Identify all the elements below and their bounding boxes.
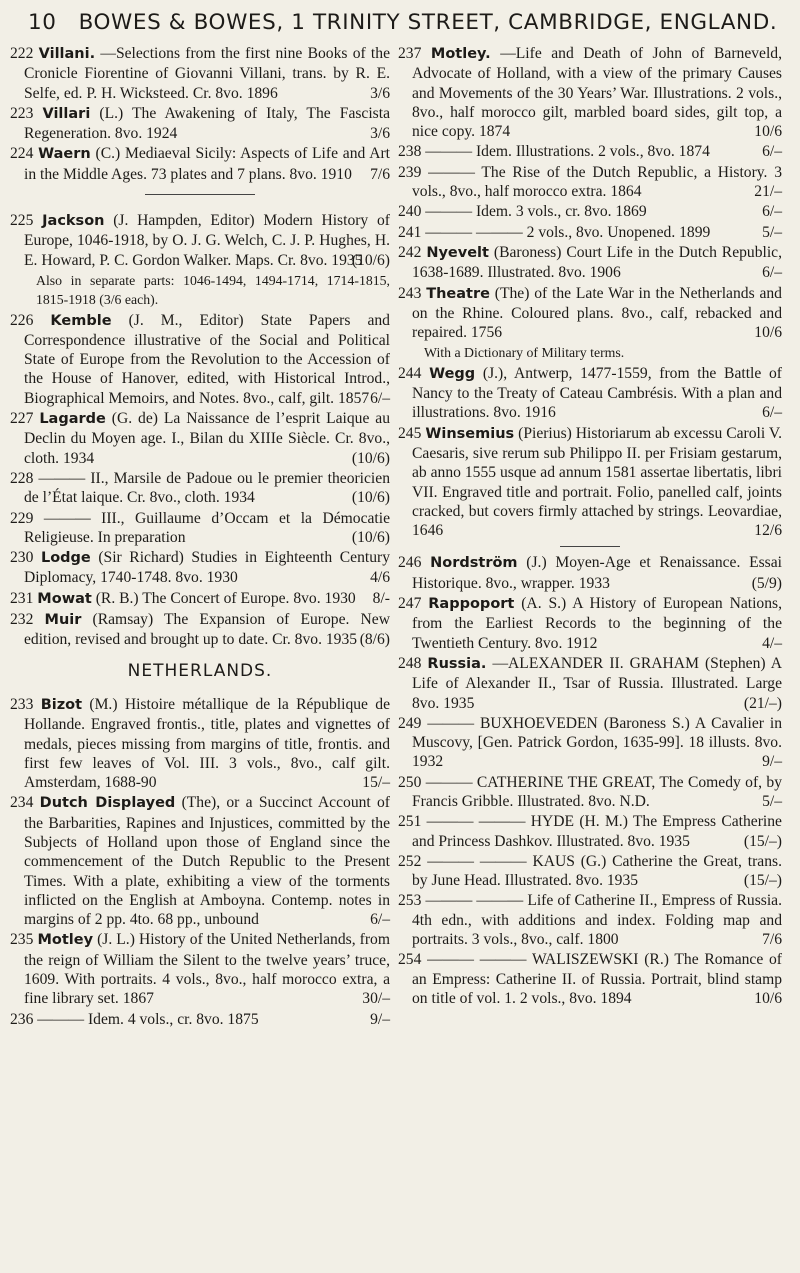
section-heading-netherlands: NETHERLANDS.	[127, 660, 273, 681]
entry-price: (10/6)	[351, 251, 390, 269]
catalogue-entry	[10, 793, 390, 929]
catalogue-entry	[10, 44, 390, 103]
entry-price: 12/6	[754, 522, 782, 540]
entry-author: Motley.	[430, 46, 491, 62]
entry-text: ——— ——— 2 vols., 8vo. Unopened. 1899	[425, 223, 711, 241]
page-number: 10	[28, 10, 57, 35]
catalogue-entry	[398, 284, 782, 343]
entry-price: (21/–)	[743, 694, 782, 712]
entry-price: 30/–	[362, 990, 390, 1008]
page-header	[28, 10, 786, 44]
entry-text: (G. de) La Naissance de l’esprit Laique au Declin du Moyen age. I., Bilan du XIIIe Siècle. Cr. 8vo., cloth. 1934	[24, 410, 390, 467]
entry-price: 6/–	[762, 143, 782, 161]
entry-price: 10/6	[754, 123, 782, 141]
entry-author: Kemble	[50, 312, 112, 329]
entry-number: 247	[398, 595, 422, 613]
entry-number: 232	[10, 611, 34, 629]
entry-author: Dutch Displayed	[39, 795, 176, 812]
catalogue-entry	[10, 589, 390, 609]
entry-text: ——— ——— HYDE (H. M.) The Empress Catherine and Princess Dashkov. Illustrated. 8vo. 1935	[412, 813, 782, 850]
entry-text: (Sir Richard) Studies in Eighteenth Century Diplomacy, 1740-1748. 8vo. 1930	[24, 549, 390, 587]
entry-author: Russia.	[427, 655, 487, 672]
entry-text: (Baroness) Court Life in the Dutch Republic, 1638-1689. Illustrated. 8vo. 1906	[412, 243, 782, 282]
left-column	[10, 44, 390, 1030]
entry-note	[10, 271, 390, 310]
entry-text: (J. M., Editor) State Papers and Correspondence illustrative of the Social and Political State of Europe from the Revolution to the Accession of the House of Hanover, edited, with Historical Introd., Biographical Memoirs, and Notes. 8vo., calf, gilt. 1857	[24, 311, 390, 407]
entry-price: 5/–	[762, 223, 782, 241]
entry-price: (10/6)	[351, 449, 390, 467]
entry-text: ——— CATHERINE THE GREAT, The Comedy of, by Francis Gribble. Illustrated. 8vo. N.D.	[412, 773, 783, 810]
catalogue-entry	[398, 950, 782, 1008]
entry-price: 6/–	[370, 911, 390, 929]
entry-text: (J.) Moyen-Age et Renaissance. Essai Historique. 8vo., wrapper. 1933	[412, 554, 783, 592]
entry-number: 245	[398, 424, 422, 442]
entry-number: 227	[10, 410, 34, 428]
entry-author: Muir	[44, 612, 82, 629]
entry-price: 6/–	[762, 404, 782, 422]
entry-price: (15/–)	[743, 872, 782, 890]
entry-author: Nordström	[430, 555, 518, 572]
entry-price: 10/6	[754, 989, 782, 1007]
entry-number: 248	[398, 654, 422, 672]
entry-number: 244	[398, 364, 422, 382]
entry-number: 253	[398, 892, 422, 910]
entry-price: 21/–	[754, 183, 782, 201]
section-divider	[145, 194, 255, 195]
entry-text: —ALEXANDER II. GRAHAM (Stephen) A Life of Alexander II., Tsar of Russia. Illustrated. Large 8vo. 1935	[412, 654, 782, 712]
entry-text: (Ramsay) The Expansion of Europe. New edition, revised and brought up to date. Cr. 8vo. 1935	[24, 611, 390, 649]
entry-author: Nyevelt	[426, 244, 489, 261]
publisher-line: BOWES & BOWES, 1 TRINITY STREET, CAMBRIDGE, ENGLAND.	[78, 10, 778, 35]
entry-number: 234	[10, 794, 34, 812]
entry-text: ——— II., Marsile de Padoue ou le premier theoricien de l’État laique. Cr. 8vo., cloth. 1934	[24, 469, 390, 507]
entry-text: ——— ——— WALISZEWSKI (R.) The Romance of an Empress: Catherine II. of Russia. Portrait, blind stamp on title of vol. 1. 2 vols., 8vo. 1894	[412, 951, 783, 1007]
catalogue-entry	[398, 142, 782, 161]
entry-author: Jackson	[42, 213, 105, 230]
entry-price: 3/6	[370, 84, 390, 102]
entry-price: 4/–	[762, 634, 782, 652]
entry-author: Waern	[38, 146, 91, 163]
entry-text: ——— III., Guillaume d’Occam et la Démocatie Religieuse. In preparation	[24, 509, 391, 546]
entry-number: 238	[398, 143, 422, 161]
entry-text: —Life and Death of John of Barneveld, Advocate of Holland, with a view of the primary Causes and Movements of the 30 Years’ War. Illustrations. 2 vols., 8vo., half morocco gilt, marbled board sides, gilt top, a nice copy. 1874	[412, 45, 782, 141]
catalogue-entry	[10, 211, 390, 270]
entry-number: 235	[10, 931, 34, 949]
entry-author: Theatre	[426, 285, 490, 302]
entry-number: 239	[398, 163, 422, 181]
catalogue-entry	[398, 202, 782, 221]
catalogue-entry	[10, 409, 390, 468]
entry-text: ——— Idem. 3 vols., cr. 8vo. 1869	[425, 203, 647, 221]
entry-text: (The) of the Late War in the Netherlands and on the Rhine. Coloured plans. 8vo., calf, rebacked and repaired. 1756	[412, 284, 782, 342]
catalogue-entry	[10, 509, 390, 548]
entry-text: (J. Hampden, Editor) Modern History of Europe, 1046-1918, by O. J. G. Welch, C. J. P. Hughes, H. E. Howard, P. C. Gordon Walker. Maps. Cr. 8vo. 1935	[24, 212, 390, 269]
entry-author: Wegg	[429, 365, 476, 382]
entry-text: ——— ——— Life of Catherine II., Empress of Russia. 4th edn., with additions and index. Folding map and portraits. 3 vols., 8vo., calf. 1800	[412, 892, 782, 949]
catalogue-entry	[398, 424, 782, 541]
right-column	[398, 44, 782, 1030]
entry-author: Mowat	[37, 590, 92, 607]
catalogue-entry	[398, 714, 782, 772]
entry-text: ——— Idem. 4 vols., cr. 8vo. 1875	[37, 1010, 259, 1028]
catalogue-entry	[10, 695, 390, 792]
entry-author: Bizot	[40, 696, 83, 713]
entry-number: 246	[398, 554, 422, 572]
entry-text: (The), or a Succinct Account of the Barbarities, Rapines and Injustices, committed by the Subjects of Holland upon those of England since the commencement of the Dutch Republic to the Present Times. With a plate, exhibiting a view of the torments inflicted on the English at Amboyna. Contemp. notes in margins of 2 pp. 4to. 68 pp., unbound	[24, 794, 391, 929]
entry-number: 251	[398, 813, 422, 831]
catalogue-entry	[398, 594, 782, 653]
catalogue-entry	[398, 812, 782, 851]
entry-note	[398, 343, 782, 362]
entry-text: ——— Idem. Illustrations. 2 vols., 8vo. 1874	[425, 143, 710, 161]
catalogue-entry	[398, 44, 782, 141]
catalogue-entry	[10, 930, 390, 1008]
entry-number: 224	[10, 145, 34, 163]
entry-price: 3/6	[370, 125, 390, 143]
entry-author: Motley	[37, 932, 94, 949]
entry-price: 9/–	[762, 753, 782, 771]
entry-text: (C.) Mediaeval Sicily: Aspects of Life and Art in the Middle Ages. 73 plates and 7 plans. 8vo. 1910	[24, 145, 390, 183]
entry-price: 7/6	[370, 165, 390, 183]
entry-text: ——— ——— KAUS (G.) Catherine the Great, trans. by June Head. Illustrated. 8vo. 1935	[412, 852, 782, 890]
entry-price: 6/–	[762, 264, 782, 282]
entry-number: 250	[398, 773, 422, 791]
catalogue-entry	[398, 364, 782, 423]
catalogue-entry	[398, 852, 782, 891]
entry-text: (R. B.) The Concert of Europe. 8vo. 1930	[95, 589, 356, 607]
note-text: With a Dictionary of Military terms.	[424, 345, 625, 361]
catalogue-entry	[398, 773, 782, 812]
note-text: Also in separate parts: 1046-1494, 1494-1714, 1714-1815, 1815-1918 (3/6 each).	[36, 272, 390, 308]
entry-price: (8/6)	[359, 631, 390, 649]
catalogue-entry	[398, 654, 782, 713]
entry-number: 231	[10, 589, 34, 607]
entry-number: 254	[398, 951, 422, 969]
catalogue-entry	[10, 610, 390, 650]
entry-price: 7/6	[762, 931, 782, 949]
entry-price: 5/–	[762, 792, 782, 810]
entry-number: 241	[398, 223, 422, 241]
entry-author: Rappoport	[428, 596, 515, 613]
catalogue-entry	[10, 104, 390, 144]
entry-number: 223	[10, 104, 34, 122]
catalogue-entry	[10, 469, 390, 508]
entry-number: 222	[10, 45, 34, 62]
entry-price: 6/–	[762, 203, 782, 221]
entry-price: (10/6)	[351, 528, 390, 546]
entry-text: (Pierius) Historiarum ab excessu Caroli V. Caesaris, sive rerum sub Philippo II. per Frisiam gestarum, ab anno 1555 usque ad annum 1581 assertae libertatis, libri VII. Engraved title and portrait. Folio, panelled calf, joints cracked, but covers firmly attached by strings. Leovardiae, 1646	[412, 424, 783, 540]
entry-text: ——— BUXHOEVEDEN (Baroness S.) A Cavalier in Muscovy, [Gen. Patrick Gordon, 1635-99]. 18 illusts. 8vo. 1932	[412, 714, 782, 771]
entry-number: 252	[398, 852, 422, 870]
entry-number: 226	[10, 311, 34, 329]
catalogue-entry	[10, 311, 390, 408]
entry-price: 15/–	[362, 774, 390, 792]
entry-price: (10/6)	[351, 489, 390, 507]
entry-number: 249	[398, 714, 422, 732]
entry-price: 4/6	[370, 569, 390, 587]
entry-author: Villani.	[38, 46, 96, 62]
entry-number: 225	[10, 212, 34, 230]
section-divider	[560, 546, 620, 547]
entry-text: (M.) Histoire métallique de la République de Hollande. Engraved frontis., title, plates and vignettes of medals, pieces missing from margins of title, frontis. and first few leaves of Vol. III. 3 vols., 8vo., calf gilt. Amsterdam, 1688-90	[24, 695, 390, 792]
entry-number: 230	[10, 549, 34, 567]
entry-author: Villari	[42, 105, 91, 122]
entry-text: (L.) The Awakening of Italy, The Fascista Regeneration. 8vo. 1924	[24, 104, 391, 143]
entry-price: 6/–	[370, 389, 390, 407]
catalogue-entry	[398, 243, 782, 283]
entry-text: (J.), Antwerp, 1477-1559, from the Battle of Nancy to the Treaty of Cateau Cambrésis. With a plan and illustrations. 8vo. 1916	[412, 364, 782, 422]
entry-text: (J. L.) History of the United Netherlands, from the reign of William the Silent to the twelve years’ truce, 1609. With portraits. 4 vols., 8vo., half morocco extra, a fine library set. 1867	[24, 931, 390, 1008]
entry-author: Lagarde	[39, 411, 106, 428]
entry-number: 236	[10, 1010, 34, 1028]
catalogue-entry	[398, 891, 782, 949]
catalogue-entry	[398, 163, 782, 202]
catalogue-entry	[10, 548, 390, 588]
catalogue-entry	[398, 223, 782, 242]
entry-price: (5/9)	[751, 574, 782, 592]
entry-price: 10/6	[754, 324, 782, 342]
entry-text: (A. S.) A History of European Nations, from the Earliest Records to the beginning of the Twentieth Century. 8vo. 1912	[412, 595, 782, 652]
catalogue-entry	[10, 1010, 390, 1029]
entry-number: 237	[398, 45, 422, 62]
entry-number: 242	[398, 243, 422, 261]
entry-number: 233	[10, 695, 34, 713]
entry-author: Lodge	[40, 550, 91, 567]
entry-number: 229	[10, 509, 34, 527]
entry-price: 8/-	[372, 589, 390, 607]
catalogue-entry	[10, 144, 390, 184]
entry-price: (15/–)	[743, 832, 782, 850]
entry-text: ——— The Rise of the Dutch Republic, a History. 3 vols., 8vo., half morocco extra. 1864	[412, 163, 782, 201]
entry-number: 228	[10, 469, 34, 487]
columns	[10, 44, 786, 1030]
entry-author: Winsemius	[425, 425, 515, 442]
entry-text: —Selections from the first nine Books of the Cronicle Fiorentine of Giovanni Villani, trans. by R. E. Selfe, ed. P. H. Wicksteed. Cr. 8vo. 1896	[24, 45, 390, 102]
entry-price: 9/–	[370, 1010, 390, 1028]
entry-number: 240	[398, 203, 422, 221]
catalogue-entry	[398, 553, 782, 593]
entry-number: 243	[398, 284, 422, 302]
